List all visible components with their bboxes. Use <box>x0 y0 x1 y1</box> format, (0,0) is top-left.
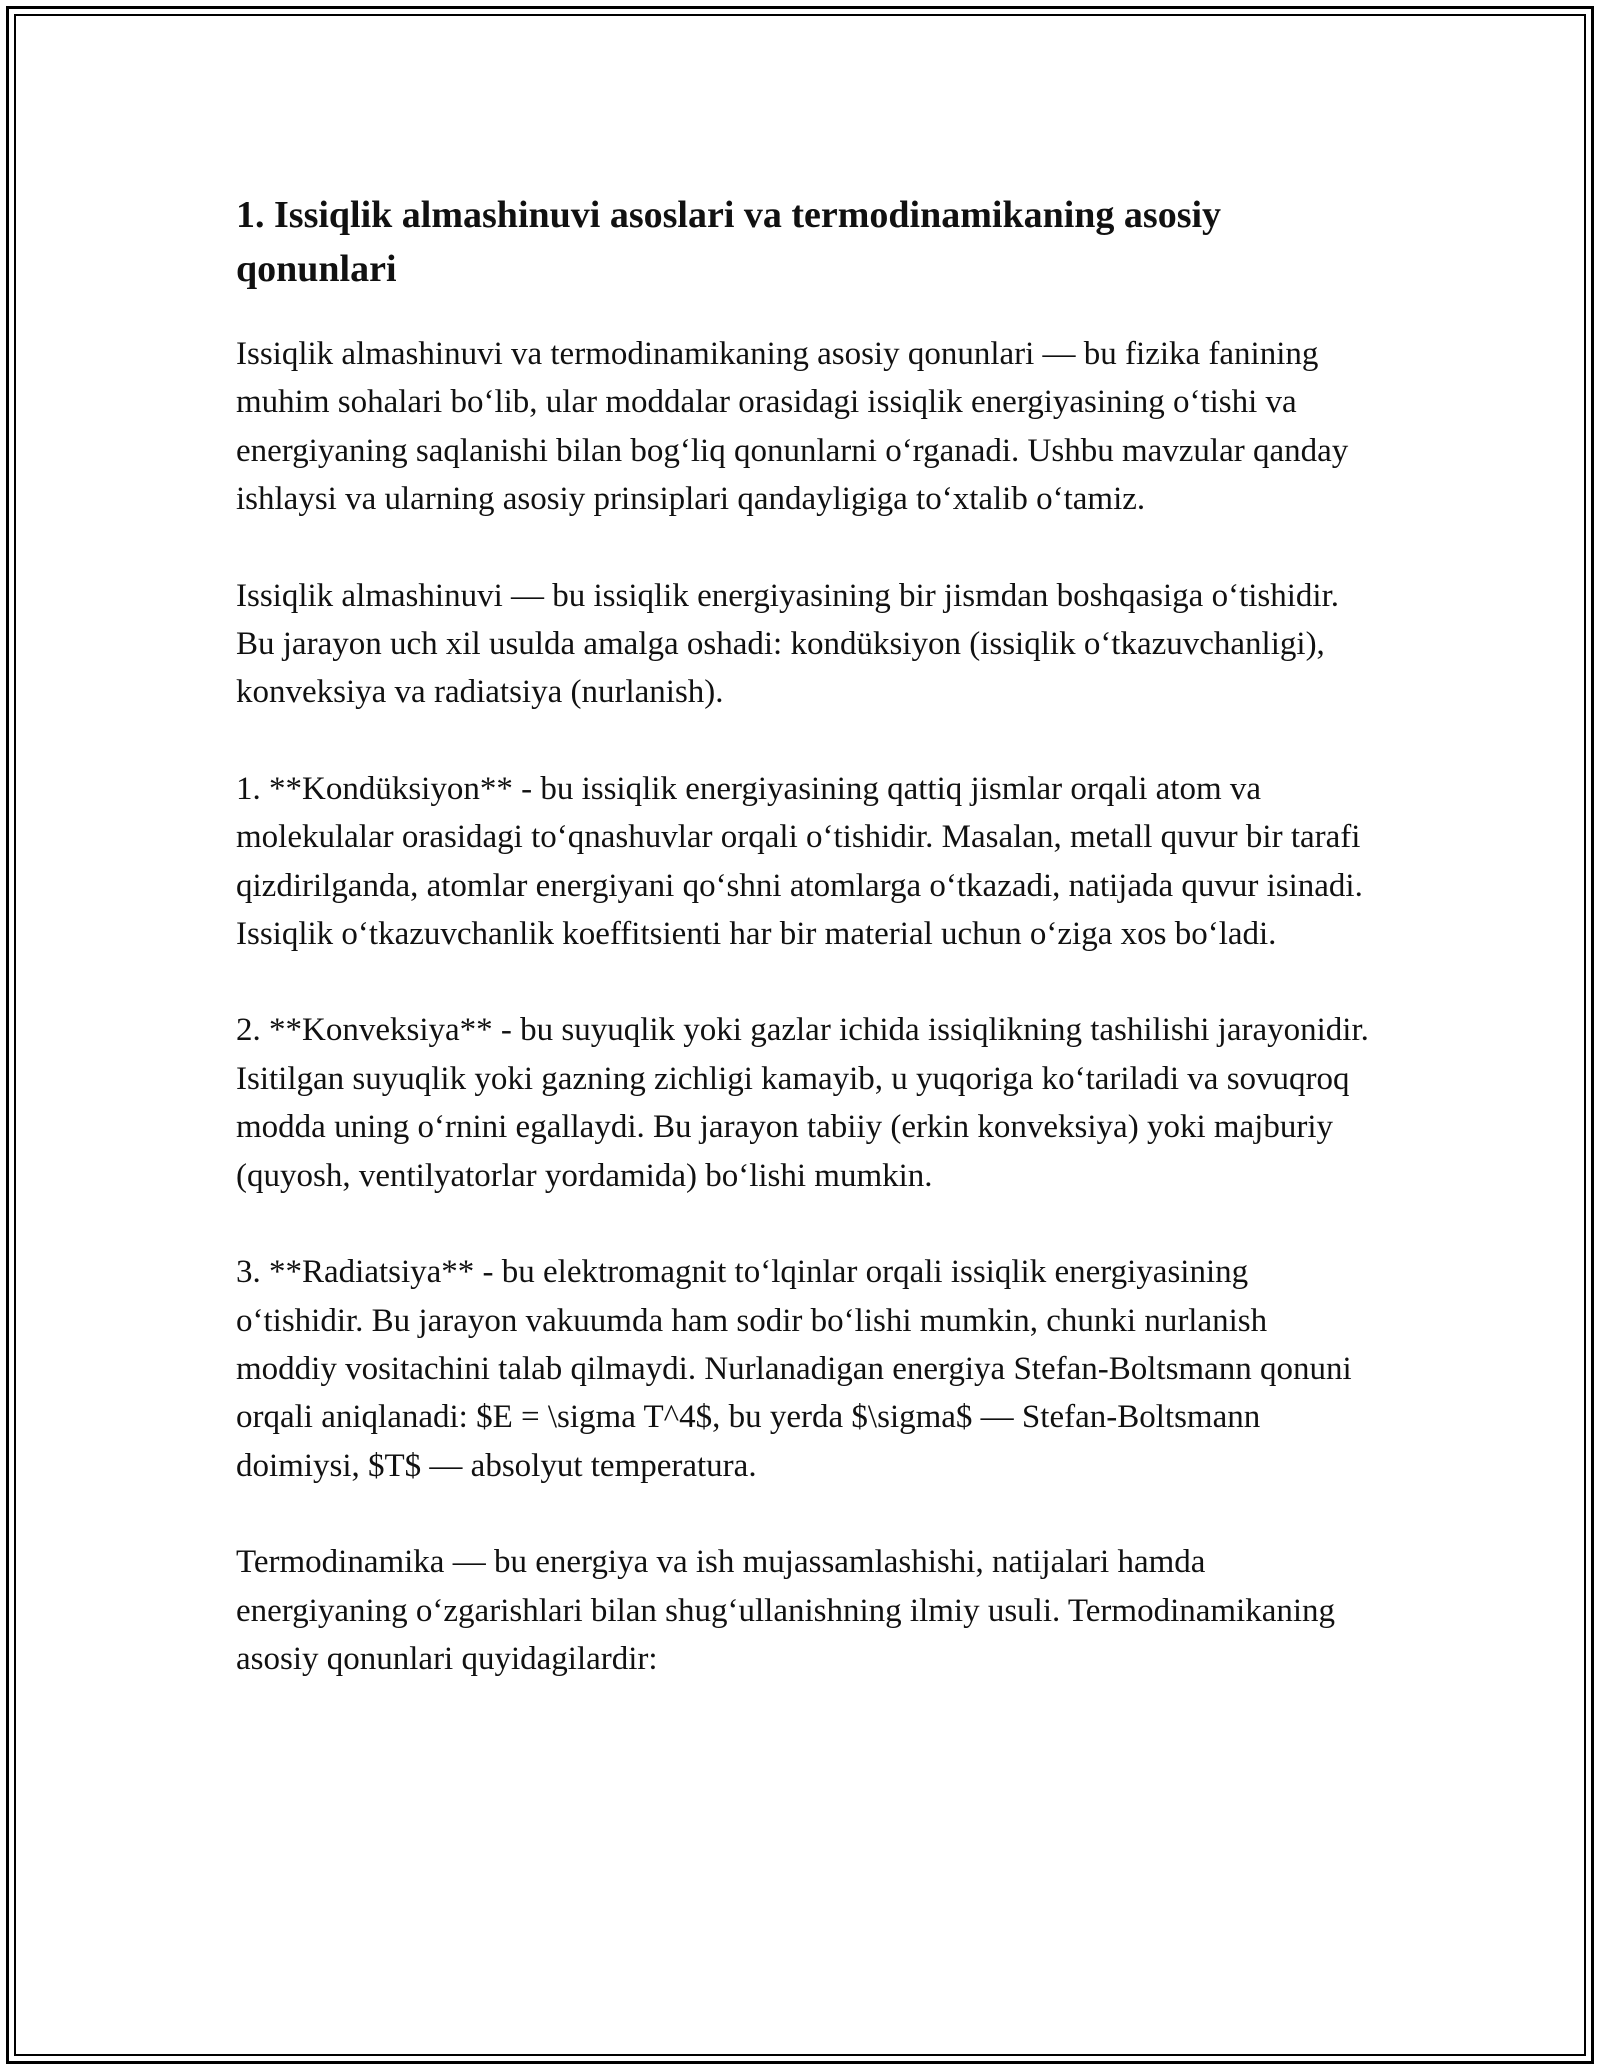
section-heading: 1. Issiqlik almashinuvi asoslari va termodinamikaning asosiy qonunlari <box>236 194 1222 290</box>
convection-paragraph: 2. **Konveksiya** - bu suyuqlik yoki gazlar ichida issiqlikning tashilishi jarayonidir. Isitilgan suyuqlik yoki gazning zichligi kamayib, u yuqoriga ko‘tariladi va sovuqroq modda uning o‘rnini egallaydi. Bu jarayon tabiiy (erkin konveksiya) yoki majburiy (quyosh, ventilyatorlar yordamida) bo‘lishi mumkin. <box>236 1012 1369 1194</box>
thermodynamics-paragraph: Termodinamika — bu energiya va ish mujassamlashishi, natijalari hamda energiyaning o‘zgarishlari bilan shug‘ullanishning ilmiy usuli. Termodinamikaning asosiy qonunlari quyidagilardir: <box>236 1544 1336 1677</box>
heat-exchange-paragraph: Issiqlik almashinuvi — bu issiqlik energiyasining bir jismdan boshqasiga o‘tishidir. Bu jarayon uch xil usulda amalga oshadi: kondüksiyon (issiqlik o‘tkazuvchanligi), konveksiya va radiatsiya (nurlanish). <box>236 577 1340 711</box>
radiation-paragraph: 3. **Radiatsiya** - bu elektromagnit to‘lqinlar orqali issiqlik energiyasining o‘tishidir. Bu jarayon vakuumda ham sodir bo‘lishi mumkin, chunki nurlanish moddiy vositachini talab qilmaydi. Nurlanadigan energiya Stefan-Boltsmann qonuni orqali aniqlanadi: $E = \sigma T^4$, bu yerda $\sigma$ — Stefan-Boltsmann doimiysi, $T$ — absolyut temperatura. <box>236 1254 1352 1484</box>
document-body <box>236 188 1376 1731</box>
intro-paragraph: Issiqlik almashinuvi va termodinamikaning asosiy qonunlari — bu fizika fanining muhim sohalari bo‘lib, ular moddalar orasidagi issiqlik energiyasining o‘tishi va energiyaning saqlanishi bilan bog‘liq qonunlarni o‘rganadi. Ushbu mavzular qanday ishlaysi va ularning asosiy prinsiplari qandayligiga to‘xtalib o‘tamiz. <box>236 336 1349 518</box>
conduction-paragraph: 1. **Kondüksiyon** - bu issiqlik energiyasining qattiq jismlar orqali atom va molekulalar orasidagi to‘qnashuvlar orqali o‘tishidir. Masalan, metall quvur bir tarafi qizdirilganda, atomlar energiyani qo‘shni atomlarga o‘tkazadi, natijada quvur isinadi. Issiqlik o‘tkazuvchanlik koeffitsienti har bir material uchun o‘ziga xos bo‘ladi. <box>236 770 1363 953</box>
